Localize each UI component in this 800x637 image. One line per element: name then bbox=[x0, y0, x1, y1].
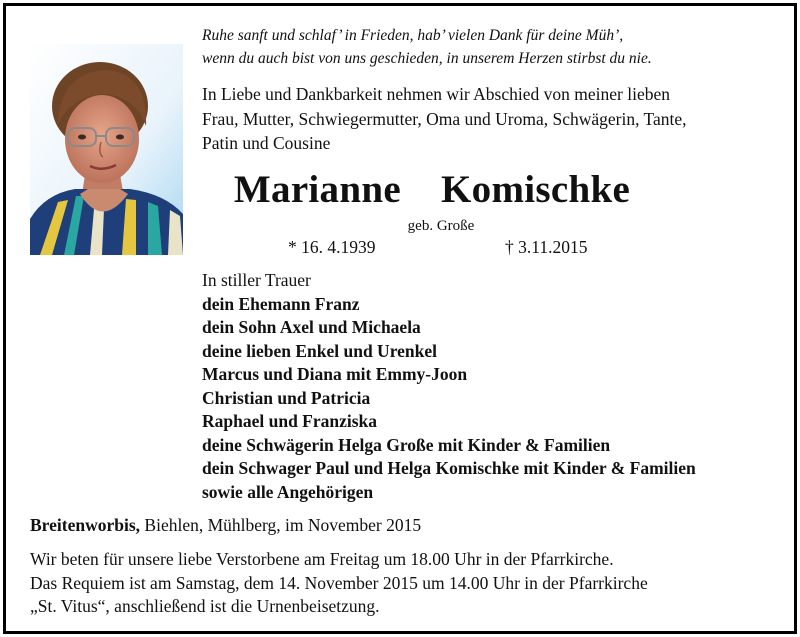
mourner: Raphael und Franziska bbox=[202, 411, 378, 431]
farewell-line: Frau, Mutter, Schwiegermutter, Oma und Uroma, Schwägerin, Tante, bbox=[202, 108, 687, 129]
place-date-line bbox=[30, 515, 421, 536]
verse-line: wenn du auch bist von uns geschieden, in unserem Herzen stirbst du nie. bbox=[202, 50, 652, 67]
memorial-verse bbox=[202, 24, 782, 70]
mourner: Christian und Patricia bbox=[202, 387, 371, 408]
service-line: Das Requiem ist am Samstag, dem 14. November 2015 um 14.00 Uhr in der Pfarrkirche bbox=[30, 572, 648, 593]
town-name: Breitenworbis, bbox=[30, 515, 141, 535]
deceased-name: Marianne Komischke bbox=[233, 168, 631, 211]
maiden-name: geb. Große bbox=[407, 218, 475, 234]
service-line: Wir beten für unsere liebe Verstorbene am Freitag um 18.00 Uhr in der Pfarrkirche. bbox=[30, 549, 614, 569]
mourner: Marcus und Diana mit Emmy-Joon bbox=[202, 364, 468, 384]
mourner: dein Schwager Paul und Helga Komischke mit Kinder & Familien bbox=[202, 458, 696, 478]
farewell-text bbox=[202, 82, 782, 156]
mourner: deine lieben Enkel und Urenkel bbox=[202, 340, 438, 361]
death-date: † 3.11.2015 bbox=[505, 237, 588, 257]
mourning-heading: In stiller Trauer bbox=[202, 270, 311, 290]
portrait-photo bbox=[30, 44, 183, 255]
farewell-line: Patin und Cousine bbox=[202, 133, 331, 153]
mourner: deine Schwägerin Helga Große mit Kinder & Familien bbox=[202, 434, 611, 455]
verse-line: Ruhe sanft und schlaf’ in Frieden, hab’ vielen Dank für deine Müh’, bbox=[202, 27, 624, 44]
farewell-line: In Liebe und Dankbarkeit nehmen wir Abschied von meiner lieben bbox=[202, 84, 670, 104]
mourners-list bbox=[202, 269, 792, 504]
mourner: dein Ehemann Franz bbox=[202, 293, 360, 314]
mourner: dein Sohn Axel und Michaela bbox=[202, 317, 421, 337]
place-date: Biehlen, Mühlberg, im November 2015 bbox=[140, 515, 422, 535]
obituary-notice bbox=[3, 3, 797, 634]
service-line: „St. Vitus“, anschließend ist die Urnenbeisetzung. bbox=[30, 596, 380, 616]
service-info bbox=[30, 548, 790, 619]
mourner: sowie alle Angehörigen bbox=[202, 481, 374, 502]
birth-date: * 16. 4.1939 bbox=[288, 237, 376, 257]
